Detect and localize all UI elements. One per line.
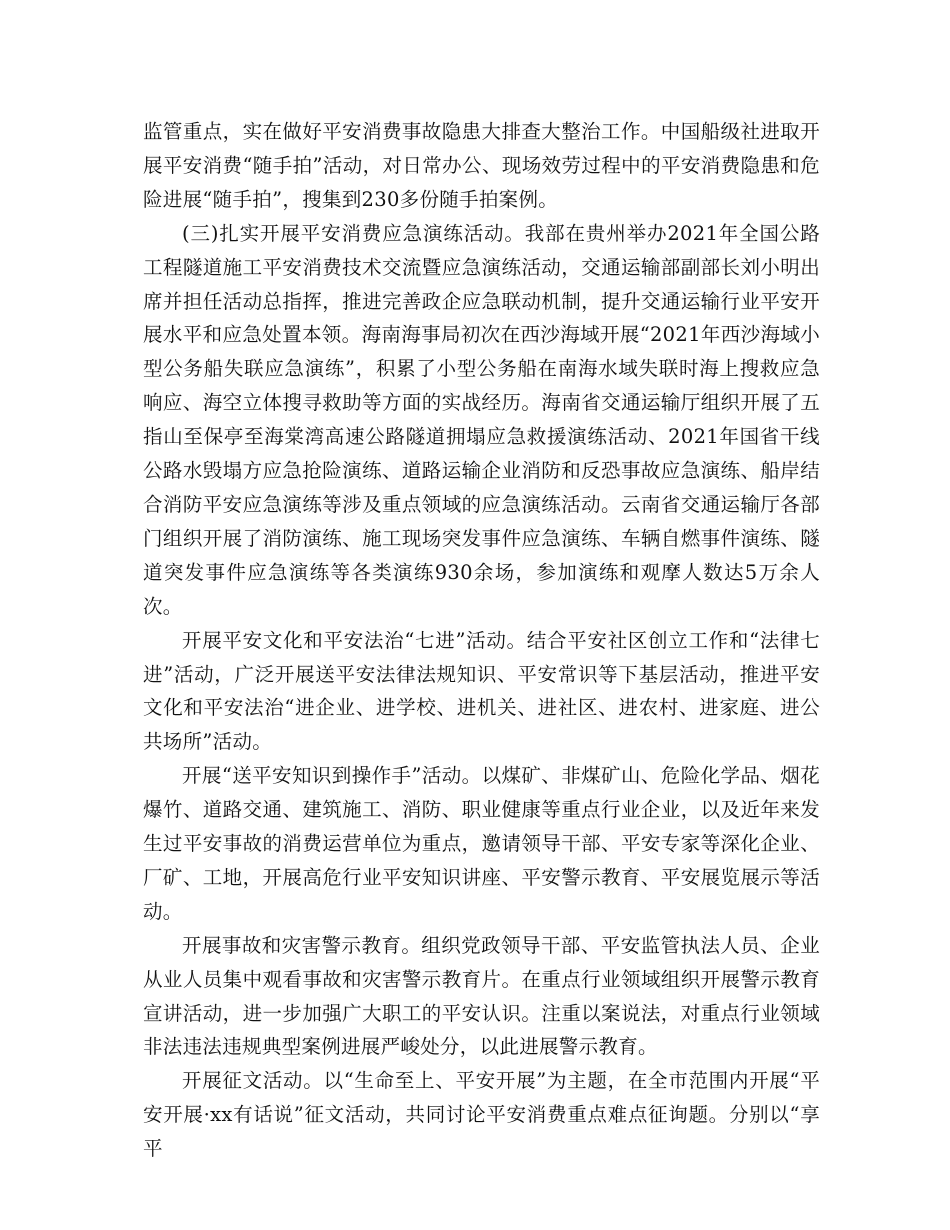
paragraph-continuation: 监管重点，实在做好平安消费事故隐患大排查大整治工作。中国船级社进取开展平安消费“随手拍”活动，对日常办公、现场效劳过程中的平安消费隐患和危险进展“随手拍”，搜集到230多份随手拍案例。: [143, 120, 820, 211]
paragraph-emergency-drills: (三)扎实开展平安消费应急演练活动。我部在贵州举办2021年全国公路工程隧道施工平安消费技术交流暨应急演练活动，交通运输部副部长刘小明出席并担任活动总指挥，推进完善政企应急联动机制，提升交通运输行业平安开展水平和应急处置本领。海南海事局初次在西沙海域开展“2021年西沙海域小型公务船失联应急演练”，积累了小型公务船在南海水域失联时海上搜救应急响应、海空立体搜寻救助等方面的实战经历。海南省交通运输厅组织开展了五指山至保亭至海棠湾高速公路隧道拥塌应急救援演练活动、2021年国省干线公路水毁塌方应急抢险演练、道路运输企业消防和反恐事故应急演练、船岸结合消防平安应急演练等涉及重点领域的应急演练活动。云南省交通运输厅各部门组织开展了消防演练、施工现场突发事件应急演练、车辆自燃事件演练、隧道突发事件应急演练等各类演练930余场，参加演练和观摩人数达5万余人次。: [143, 221, 820, 618]
paragraph-seven-entries: 开展平安文化和平安法治“七进”活动。结合平安社区创立工作和“法律七进”活动，广泛开展送平安法律法规知识、平安常识等下基层活动，推进平安文化和平安法治“进企业、进学校、进机关、进社区、进农村、进家庭、进公共场所”活动。: [143, 628, 820, 754]
paragraph-warning-education: 开展事故和灾害警示教育。组织党政领导干部、平安监管执法人员、企业从业人员集中观看事故和灾害警示教育片。在重点行业领域组织开展警示教育宣讲活动，进一步加强广大职工的平安认识。注重以案说法，对重点行业领域非法违法违规典型案例进展严峻处分，以此进展警示教育。: [143, 933, 820, 1059]
paragraph-essay-contest: 开展征文活动。以“生命至上、平安开展”为主题，在全市范围内开展“平安开展·xx有话说”征文活动，共同讨论平安消费重点难点征询题。分别以“享平: [143, 1069, 820, 1161]
document-body: [143, 115, 820, 1166]
paragraph-safety-knowledge: 开展“送平安知识到操作手”活动。以煤矿、非煤矿山、危险化学品、烟花爆竹、道路交通、建筑施工、消防、职业健康等重点行业企业，以及近年来发生过平安事故的消费运营单位为重点，邀请领导干部、平安专家等深化企业、厂矿、工地，开展高危行业平安知识讲座、平安警示教育、平安展览展示等活动。: [143, 764, 820, 923]
